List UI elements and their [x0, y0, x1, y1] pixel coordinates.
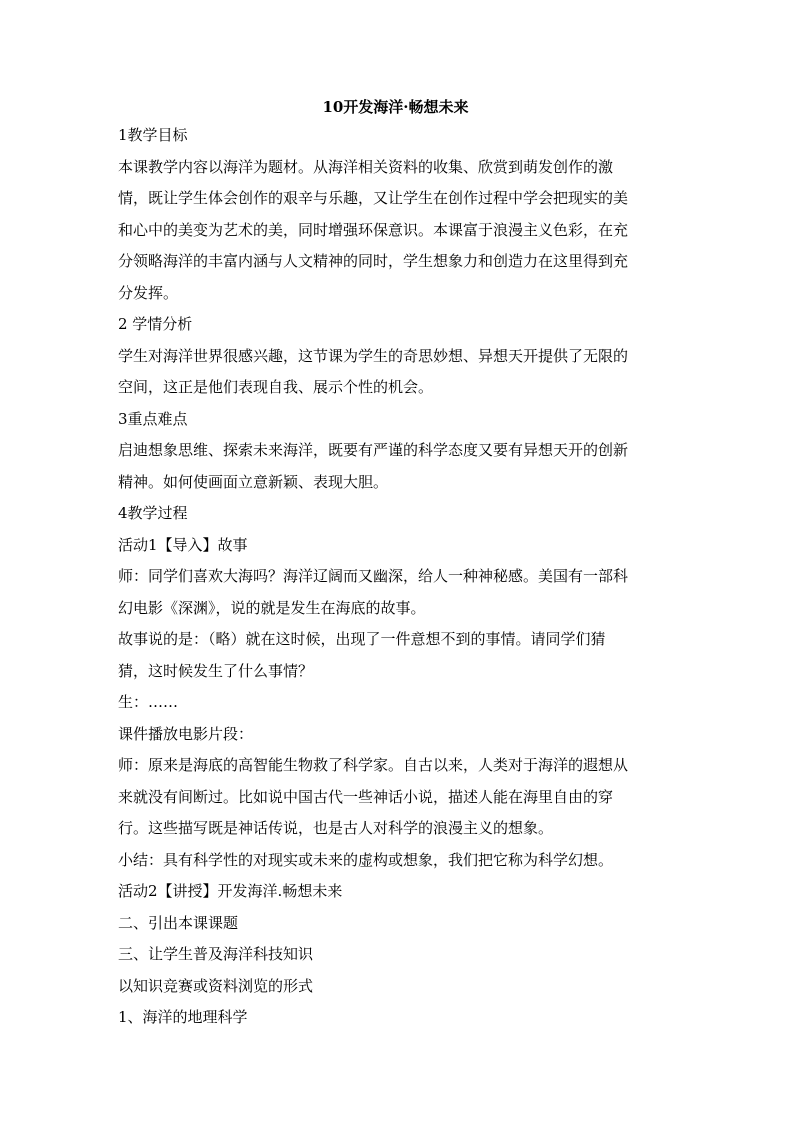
heading-teaching-goals: 1教学目标 — [118, 126, 188, 144]
text-line: 精神。如何使画面立意新颖、表现大胆。 — [118, 472, 389, 491]
text-line: 生：…… — [118, 693, 179, 711]
text-line: 三、让学生普及海洋科技知识 — [118, 945, 314, 963]
text-line: 二、引出本课课题 — [118, 913, 239, 932]
text-line: 情，既让学生体会创作的艰辛与乐趣，又让学生在创作过程中学会把现实的美 — [118, 189, 629, 207]
text-line: 小结：具有科学性的对现实或未来的虚构或想象，我们把它称为科学幻想。 — [118, 850, 614, 869]
text-line: 以知识竞赛或资料浏览的形式 — [118, 976, 314, 995]
document-body — [118, 94, 673, 1034]
text-line: 分发挥。 — [118, 283, 179, 302]
text-line: 幻电影《深渊》，说的就是发生在海底的故事。 — [118, 598, 426, 617]
heading-teaching-process: 4教学过程 — [118, 504, 188, 522]
activity-1-heading: 活动1【导入】故事 — [118, 535, 248, 554]
text-line: 行。这些描写既是神话传说，也是古人对科学的浪漫主义的想象。 — [118, 819, 554, 837]
text-line: 师：原来是海底的高智能生物救了科学家。自古以来，人类对于海洋的遐想从 — [118, 756, 629, 774]
text-line: 分领略海洋的丰富内涵与人文精神的同时，学生想象力和创造力在这里得到充 — [118, 252, 629, 270]
text-line: 课件播放电影片段： — [118, 724, 254, 743]
text-line: 启迪想象思维、探索未来海洋，既要有严谨的科学态度又要有异想天开的创新 — [118, 441, 629, 459]
activity-2-heading: 活动2【讲授】开发海洋.畅想未来 — [118, 882, 343, 900]
heading-key-difficulties: 3重点难点 — [118, 409, 188, 428]
document-title: 10开发海洋·畅想未来 — [322, 98, 469, 116]
text-line: 1、海洋的地理科学 — [118, 1008, 248, 1026]
text-line: 和心中的美变为艺术的美，同时增强环保意识。本课富于浪漫主义色彩，在充 — [118, 220, 629, 239]
text-line: 故事说的是：（略）就在这时候，出现了一件意想不到的事情。请同学们猜 — [118, 630, 606, 648]
text-line: 本课教学内容以海洋为题材。从海洋相关资料的收集、欣赏到萌发创作的激 — [118, 157, 614, 176]
text-line: 空间，这正是他们表现自我、展示个性的机会。 — [118, 378, 434, 396]
text-line: 师：同学们喜欢大海吗？海洋辽阔而又幽深，给人一种神秘感。美国有一部科 — [118, 567, 629, 585]
text-line: 来就没有间断过。比如说中国古代一些神话小说，描述人能在海里自由的穿 — [118, 787, 614, 806]
text-line: 学生对海洋世界很感兴趣，这节课为学生的奇思妙想、异想天开提供了无限的 — [118, 346, 629, 365]
text-line: 猜，这时候发生了什么事情？ — [118, 661, 314, 680]
heading-student-analysis: 2 学情分析 — [118, 315, 193, 333]
